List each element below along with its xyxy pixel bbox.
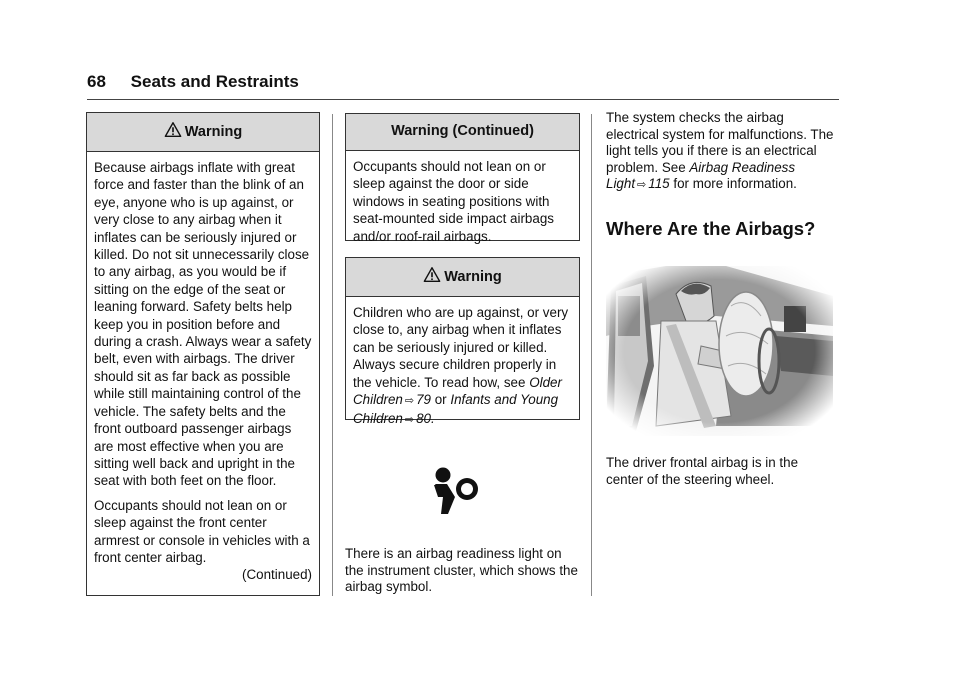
- warning-body: [87, 152, 319, 587]
- warning-title: Warning: [184, 124, 243, 140]
- page-ref-arrow: ⇨: [404, 414, 415, 427]
- infants-children-page[interactable]: 80: [416, 411, 431, 427]
- warning-box-continued: [345, 113, 580, 244]
- page-ref-arrow: ⇨: [404, 395, 415, 408]
- warning-header: [346, 258, 579, 297]
- page-header: [87, 72, 299, 92]
- airbag-readiness-icon: [429, 466, 491, 518]
- warning-title: Warning: [444, 269, 502, 285]
- continued-label: (Continued): [242, 567, 312, 583]
- older-children-page[interactable]: 79: [416, 392, 431, 408]
- right-intro-text: [606, 110, 838, 194]
- warning-title: Warning (Continued): [391, 123, 534, 139]
- connector-text: or: [431, 392, 451, 408]
- column-divider-2: [591, 114, 592, 596]
- infants-children-link[interactable]: Infants and Young Children: [353, 392, 559, 427]
- warning-body: [346, 151, 579, 249]
- sentence-end: .: [431, 411, 435, 427]
- warning-header: [87, 113, 319, 152]
- column-divider-1: [332, 114, 333, 596]
- warning-header: [346, 114, 579, 151]
- airbag-readiness-light-page[interactable]: 115: [648, 176, 670, 192]
- airbag-readiness-light-link[interactable]: Airbag Readiness Light: [606, 159, 796, 192]
- illustration-caption: [606, 455, 838, 488]
- warning-paragraph: Because airbags inflate with great force and faster than the blink of an eye, anyone who is up against, or very close to any airbag when it inflates can be seriously injured or killed. Do not sit unnecessarily close to any airbag, as you would be if sitting on the edge of the seat or leaning forward. Safety belts help keep you in position before and during a crash. Always wear a safety belt, even with airbags. The driver should sit as far back as possible while still maintaining control of the vehicle. The safety belts and the front outboard passenger airbags are most effective when you are sitting well back and upright in the seat with both feet on the floor.: [94, 160, 312, 489]
- airbag-light-paragraph: There is an airbag readiness light on the instrument cluster, which shows the airbag symbol.: [345, 546, 578, 595]
- driver-airbag-illustration: [606, 266, 833, 436]
- warning-paragraph: [353, 304, 572, 430]
- caption-paragraph: The driver frontal airbag is in the center of the steering wheel.: [606, 455, 799, 487]
- intro-paragraph: [606, 110, 838, 194]
- older-children-link[interactable]: Older Children: [353, 374, 562, 408]
- section-heading: Where Are the Airbags?: [606, 218, 816, 239]
- page-ref-arrow: ⇨: [637, 179, 647, 192]
- warning-triangle-icon: [423, 266, 441, 284]
- intro-text: The system checks the airbag electrical system for malfunctions. The light tells you if there is an electrical problem. See: [606, 110, 834, 175]
- warning-paragraph: Occupants should not lean on or sleep against the door or side windows in seating positions with seat-mounted side impact airbags and/or roof-rail airbags.: [353, 159, 554, 244]
- warning-body: [346, 297, 579, 434]
- header-rule: [87, 99, 839, 100]
- warning-paragraph: Occupants should not lean on or sleep against the front center armrest or console in vehicles with a front center airbag.: [94, 497, 310, 565]
- warning-box-children: [345, 257, 580, 427]
- warning-text: Children who are up against, or very close to, any airbag when it inflates can be seriously injured or killed. Always secure children properly in the vehicle. To read how, see: [353, 305, 569, 390]
- warning-box-left: [86, 112, 320, 596]
- page-number: 68: [87, 72, 106, 91]
- warning-triangle-icon: [164, 121, 182, 139]
- airbag-light-text: [345, 546, 580, 596]
- section-title: Seats and Restraints: [130, 72, 299, 91]
- intro-end-text: for more information.: [669, 176, 797, 192]
